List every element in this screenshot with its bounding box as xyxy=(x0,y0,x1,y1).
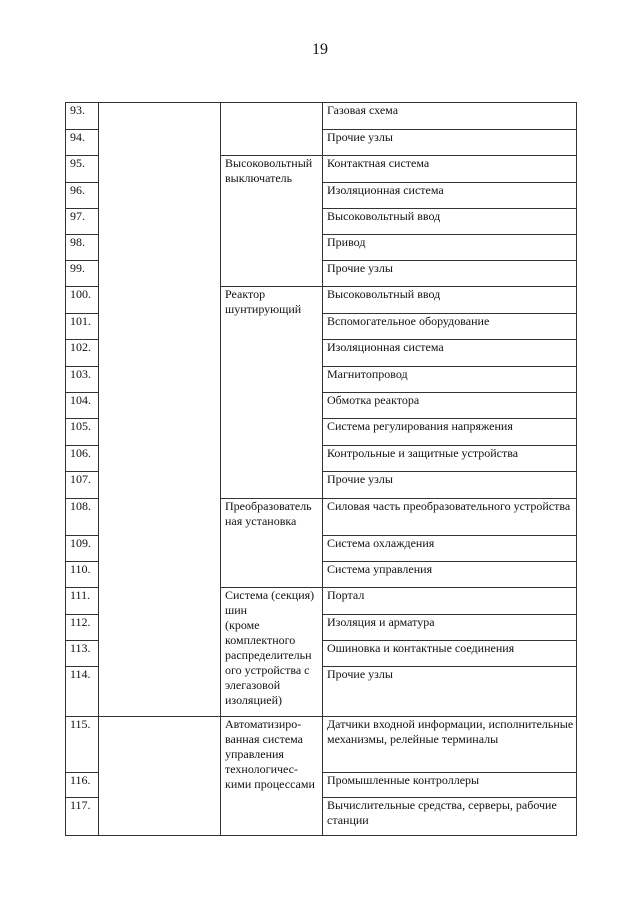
row-number: 117. xyxy=(66,798,99,836)
page-number: 19 xyxy=(312,41,328,58)
row-number: 107. xyxy=(66,472,99,499)
component-cell: Вспомогательное оборудование xyxy=(323,314,577,340)
row-number: 108. xyxy=(66,499,99,536)
row-number: 115. xyxy=(66,717,99,773)
component-cell: Система регулирования напряжения xyxy=(323,419,577,446)
component-cell: Промышленные контроллеры xyxy=(323,773,577,798)
row-number: 114. xyxy=(66,667,99,717)
component-cell: Магнитопровод xyxy=(323,367,577,393)
component-cell: Изоляционная система xyxy=(323,340,577,367)
component-cell: Прочие узлы xyxy=(323,667,577,717)
equipment-group-cell xyxy=(221,588,323,717)
equipment-group-cell xyxy=(221,499,323,588)
row-number: 93. xyxy=(66,103,99,130)
row-number: 97. xyxy=(66,209,99,235)
row-number: 111. xyxy=(66,588,99,615)
component-cell: Обмотка реактора xyxy=(323,393,577,419)
component-cell: Вычислительные средства, серверы, рабочие станции xyxy=(323,798,577,836)
row-number: 98. xyxy=(66,235,99,261)
equipment-group-cell xyxy=(221,717,323,836)
component-cell: Прочие узлы xyxy=(323,472,577,499)
row-number: 106. xyxy=(66,446,99,472)
equipment-group-label: Реактор шунтирующий xyxy=(225,287,302,316)
component-cell: Прочие узлы xyxy=(323,261,577,287)
equipment-group-label: Преобразователь ная установка xyxy=(225,499,312,528)
component-cell: Ошиновка и контактные соединения xyxy=(323,641,577,667)
equipment-group-cell xyxy=(221,287,323,499)
row-number: 104. xyxy=(66,393,99,419)
row-number: 109. xyxy=(66,536,99,562)
row-number: 113. xyxy=(66,641,99,667)
component-cell: Силовая часть преобразовательного устройства xyxy=(323,499,577,536)
equipment-group-label: Автоматизиро- ванная система управления технологичес- кими процессами xyxy=(225,717,315,791)
category-cell xyxy=(99,103,221,717)
component-cell: Прочие узлы xyxy=(323,130,577,156)
row-number: 99. xyxy=(66,261,99,287)
component-cell: Датчики входной информации, исполнительные механизмы, релейные терминалы xyxy=(323,717,577,773)
row-number: 112. xyxy=(66,615,99,641)
component-cell: Высоковольтный ввод xyxy=(323,209,577,235)
equipment-group-cell xyxy=(221,156,323,287)
row-number: 116. xyxy=(66,773,99,798)
row-number: 96. xyxy=(66,183,99,209)
component-cell: Газовая схема xyxy=(323,103,577,130)
row-number: 101. xyxy=(66,314,99,340)
equipment-group-label: Высоковольтный выключатель xyxy=(225,156,313,185)
row-number: 100. xyxy=(66,287,99,314)
component-cell: Изоляционная система xyxy=(323,183,577,209)
component-cell: Привод xyxy=(323,235,577,261)
component-cell: Высоковольтный ввод xyxy=(323,287,577,314)
row-number: 110. xyxy=(66,562,99,588)
row-number: 103. xyxy=(66,367,99,393)
table-row xyxy=(66,717,577,773)
component-cell: Портал xyxy=(323,588,577,615)
table-row xyxy=(66,103,577,130)
component-cell: Контактная система xyxy=(323,156,577,183)
equipment-table xyxy=(65,102,577,836)
component-cell: Система управления xyxy=(323,562,577,588)
category-cell xyxy=(99,717,221,836)
equipment-group-label: Система (секция) шин (кроме комплектного распределительн ого устройства с элегазовой изоляцией) xyxy=(225,588,315,707)
row-number: 105. xyxy=(66,419,99,446)
component-cell: Система охлаждения xyxy=(323,536,577,562)
equipment-group-cell xyxy=(221,103,323,156)
row-number: 102. xyxy=(66,340,99,367)
row-number: 95. xyxy=(66,156,99,183)
component-cell: Контрольные и защитные устройства xyxy=(323,446,577,472)
component-cell: Изоляция и арматура xyxy=(323,615,577,641)
row-number: 94. xyxy=(66,130,99,156)
